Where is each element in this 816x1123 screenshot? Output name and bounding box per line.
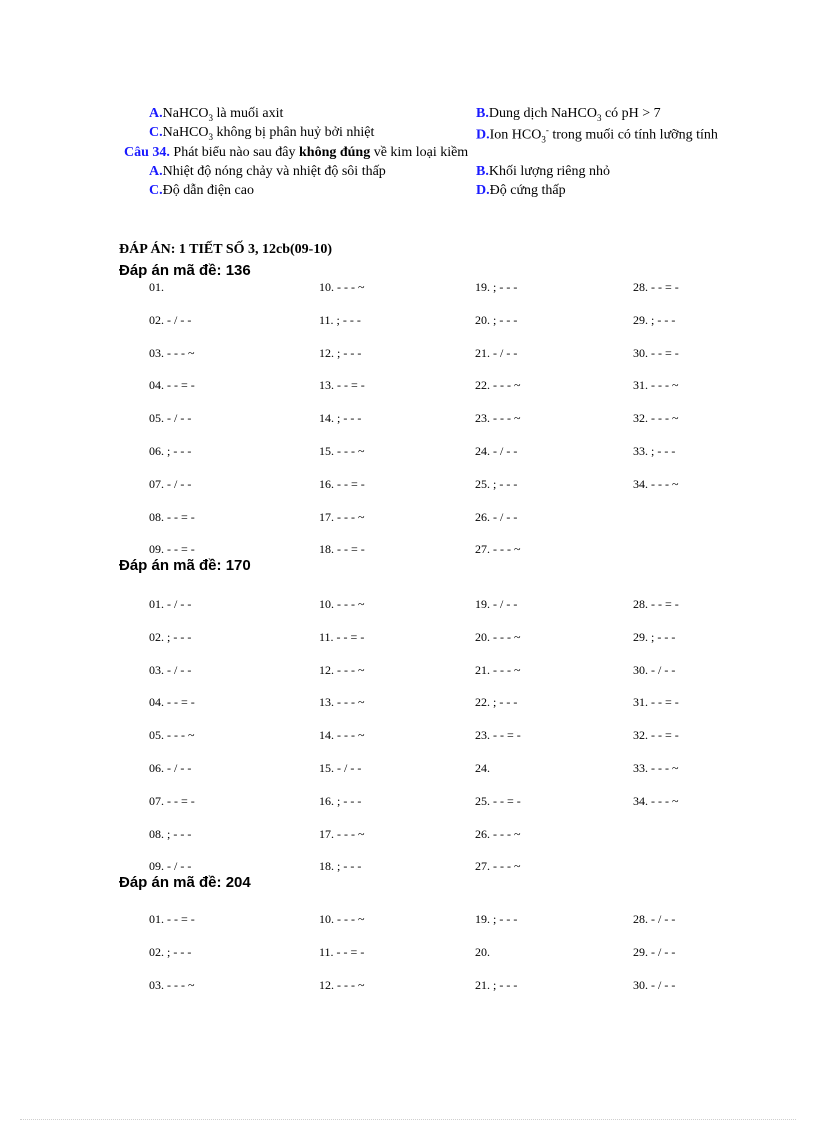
q34-option-d: D.Độ cứng thấp [476,183,566,198]
answer-item: 13. - - - ~ [319,695,365,710]
answer-item: 31. - - = - [633,695,679,710]
answer-item: 33. ; - - - [633,444,676,458]
answer-item: 25. - - = - [475,793,521,808]
answer-item: 09. - / - - [149,859,192,874]
answer-item: 30. - - = - [633,345,679,360]
answer-item: 26. - / - - [475,509,518,524]
answer-item: 02. - / - - [149,312,192,327]
answer-item: 30. - / - - [633,662,676,677]
answer-item: 27. - - - ~ [475,859,521,874]
answer-item: 05. - / - - [149,411,192,426]
answer-item: 04. - - = - [149,378,195,393]
page-bottom-divider [20,1119,796,1120]
answer-item: 11. ; - - - [319,312,361,327]
answer-item: 17. - - - ~ [319,826,365,841]
answer-item: 28. - / - - [633,912,676,926]
answer-title: ĐÁP ÁN: 1 TIẾT SỐ 3, 12cb(09-10) [119,242,333,257]
answer-section-heading: Đáp án mã đề: 204 [119,874,251,891]
answer-item: 32. - - - ~ [633,411,679,426]
answer-item: 29. ; - - - [633,312,676,327]
answer-item: 18. - - = - [319,542,365,557]
answer-item: 34. - - - ~ [633,476,679,491]
answer-item: 22. - - - ~ [475,378,521,393]
answer-item: 21. ; - - - [475,977,518,992]
q33-option-b: B.Dung dịch NaHCO$_3$ có pH > 7 [476,106,661,123]
answer-item: 02. ; - - - [149,944,192,959]
answer-item: 23. - - = - [475,728,521,743]
answer-item: 33. - - - ~ [633,761,679,775]
answer-item: 04. - - = - [149,695,195,710]
answer-item: 27. - - - ~ [475,542,521,557]
answer-item: 20. ; - - - [475,312,518,327]
answer-item: 15. - / - - [319,761,362,775]
answer-item: 21. - / - - [475,345,518,360]
answer-item: 01. [149,280,164,294]
q34-option-b: B.Khối lượng riêng nhỏ [476,164,610,179]
answer-item: 19. - / - - [475,597,518,611]
answer-item: 08. ; - - - [149,826,192,841]
answer-item: 08. - - = - [149,509,195,524]
answer-item: 12. - - - ~ [319,662,365,677]
q34-option-c: C.Độ dẫn điện cao [149,183,254,198]
answer-item: 16. - - = - [319,476,365,491]
answer-item: 19. ; - - - [475,280,518,294]
answer-item: 07. - / - - [149,476,192,491]
answer-item: 28. - - = - [633,597,679,611]
answer-item: 12. ; - - - [319,345,362,360]
answer-item: 22. ; - - - [475,695,518,710]
answer-item: 26. - - - ~ [475,826,521,841]
q33-option-c: C.NaHCO$_3$ không bị phân huỷ bởi nhiệt [149,125,375,142]
answer-item: 14. - - - ~ [319,728,365,743]
answer-item: 10. - - - ~ [319,280,365,294]
answer-item: 01. - - = - [149,912,195,926]
answer-item: 12. - - - ~ [319,977,365,992]
answer-item: 10. - - - ~ [319,597,365,611]
answer-item: 13. - - = - [319,378,365,393]
answer-item: 06. ; - - - [149,444,192,458]
answer-item: 23. - - - ~ [475,411,521,426]
answer-item: 01. - / - - [149,597,192,611]
answer-item: 11. - - = - [319,944,365,959]
answer-item: 29. - / - - [633,944,676,959]
answer-item: 21. - - - ~ [475,662,521,677]
answer-item: 09. - - = - [149,542,195,557]
answer-item: 31. - - - ~ [633,378,679,393]
q34-option-a: A.Nhiệt độ nóng chảy và nhiệt độ sôi thấp [149,164,386,179]
answer-item: 03. - / - - [149,662,192,677]
answer-item: 29. ; - - - [633,629,676,644]
answer-item: 24. - / - - [475,444,518,458]
answer-item: 03. - - - ~ [149,977,195,992]
answer-item: 30. - / - - [633,977,676,992]
answer-item: 16. ; - - - [319,793,362,808]
answer-item: 20. [475,944,490,959]
answer-item: 17. - - - ~ [319,509,365,524]
q34-stem: Câu 34. Phát biểu nào sau đây không đúng về kim loại kiềm [124,145,469,160]
answer-item: 06. - / - - [149,761,192,775]
answer-item: 10. - - - ~ [319,912,365,926]
q33-option-d: D.Ion $HCO_3^-$ trong muối có tính lưỡng tính [476,125,718,145]
answer-item: 14. ; - - - [319,411,362,426]
answer-item: 19. ; - - - [475,912,518,926]
q33-option-a: A.NaHCO$_3$ là muối axit [149,106,284,123]
answer-item: 34. - - - ~ [633,793,679,808]
answer-item: 07. - - = - [149,793,195,808]
answer-item: 18. ; - - - [319,859,362,874]
answer-item: 25. ; - - - [475,476,518,491]
answer-item: 32. - - = - [633,728,679,743]
answer-section-heading: Đáp án mã đề: 136 [119,262,251,279]
answer-item: 05. - - - ~ [149,728,195,743]
answer-item: 28. - - = - [633,280,679,294]
answer-item: 11. - - = - [319,629,365,644]
answer-section-heading: Đáp án mã đề: 170 [119,557,251,574]
answer-item: 24. [475,761,490,775]
answer-item: 20. - - - ~ [475,629,521,644]
answer-item: 02. ; - - - [149,629,192,644]
answer-item: 03. - - - ~ [149,345,195,360]
answer-item: 15. - - - ~ [319,444,365,458]
